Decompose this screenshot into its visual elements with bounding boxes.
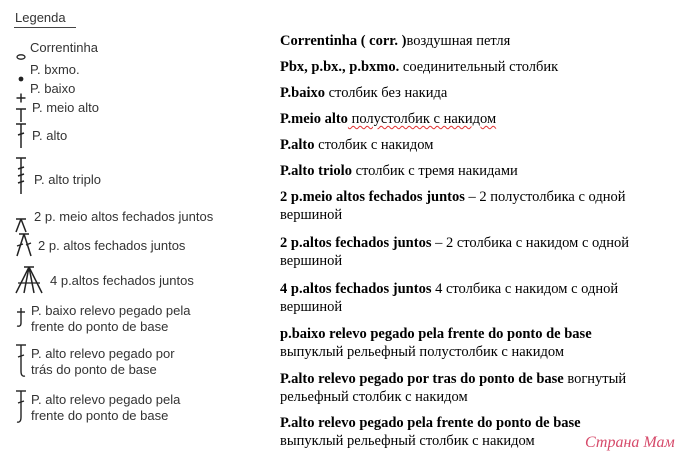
term-ru: столбик с тремя накидами <box>351 163 518 179</box>
term-ru: столбик без накида <box>325 85 448 101</box>
translation-row <box>280 325 680 361</box>
dc2tog-icon <box>14 232 34 258</box>
term-pt: Correntinha ( corr. ) <box>280 33 407 49</box>
term-pt: P.alto <box>280 137 315 153</box>
translation-row <box>280 136 680 154</box>
front-post-dc-icon <box>14 389 28 425</box>
legend-label: P. bxmo. <box>30 62 80 77</box>
term-pt: P.alto triolo <box>280 163 352 179</box>
translation-row <box>280 58 680 76</box>
triple-crochet-icon <box>14 156 30 196</box>
translation-row <box>280 84 680 102</box>
legend-label: P. baixo <box>30 81 76 96</box>
legend-title: Legenda <box>15 10 66 25</box>
term-ru: 4 столбика с накидом с одной вершиной <box>280 281 619 315</box>
term-ru: – 2 столбика с накидом с одной вершиной <box>280 235 629 269</box>
legend-label: P. alto relevo pegado pela <box>31 392 181 407</box>
translation-row <box>280 280 680 316</box>
term-ru: соединительный столбик <box>399 59 559 75</box>
legend-label: P. baixo relevo pegado pela <box>31 303 191 318</box>
term-pt: p.baixo relevo pegado pela frente do ponto de base <box>280 326 592 342</box>
translation-row <box>280 234 680 270</box>
term-ru: столбик с накидом <box>314 137 434 153</box>
legend-label: P. alto triplo <box>34 172 101 187</box>
double-crochet-icon <box>14 122 30 150</box>
translation-row <box>280 188 680 224</box>
legend-label-line2: trás do ponto de base <box>31 362 157 377</box>
legend-label: P. alto relevo pegado por <box>31 346 175 361</box>
term-ru: вогнутый рельефный столбик с накидом <box>280 371 627 405</box>
term-pt: P.baixo <box>280 85 325 101</box>
translation-row <box>280 162 680 180</box>
legend-label: P. meio alto <box>32 100 99 115</box>
term-pt: 2 p.altos fechados juntos <box>280 235 432 251</box>
term-ru: выпуклый рельефный полустолбик с накидом <box>280 344 565 360</box>
term-ru: выпуклый рельефный столбик с накидом <box>280 433 535 449</box>
translation-row <box>280 370 680 406</box>
legend-label: 2 p. altos fechados juntos <box>38 238 186 253</box>
term-pt: P.meio alto <box>280 111 348 127</box>
legend-label-line2: frente do ponto de base <box>31 408 169 423</box>
legend-label: Correntinha <box>30 40 98 55</box>
translation-row <box>280 32 680 50</box>
dc4tog-icon <box>14 265 44 295</box>
front-post-sc-icon <box>14 303 28 329</box>
legend-label: 4 p.altos fechados juntos <box>50 273 194 288</box>
term-ru: полустолбик с накидом <box>347 111 497 127</box>
term-ru: воздушная петля <box>406 33 511 49</box>
back-post-dc-icon <box>14 343 28 379</box>
term-pt: 4 p.altos fechados juntos <box>280 281 432 297</box>
term-pt: P.alto relevo pegado por tras do ponto de base <box>280 371 564 387</box>
term-pt: P.alto relevo pegado pela frente do ponto de base <box>280 415 581 431</box>
translation-row <box>280 110 680 128</box>
term-pt: Pbx, p.bx., p.bxmo. <box>280 59 400 75</box>
legend-title-underline <box>14 27 76 28</box>
term-ru: – 2 полустолбика с одной вершиной <box>280 189 626 223</box>
legend-label-line2: frente do ponto de base <box>31 319 169 334</box>
term-pt: 2 p.meio altos fechados juntos <box>280 189 465 205</box>
site-watermark: Страна Мам <box>585 434 675 451</box>
legend-label: 2 p. meio altos fechados juntos <box>34 209 214 224</box>
legend-label: P. alto <box>32 128 68 143</box>
